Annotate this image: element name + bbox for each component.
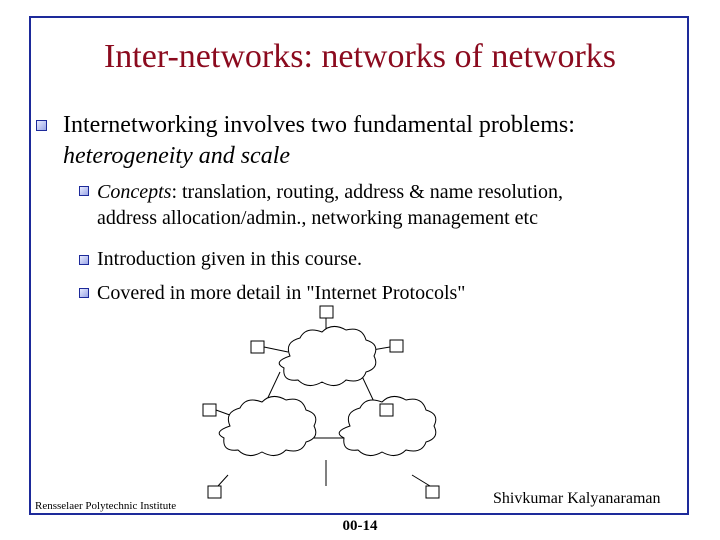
footer-author: Shivkumar Kalyanaraman [493, 490, 661, 507]
host-box-icon [203, 404, 216, 416]
checkbox-bullet-icon [79, 288, 89, 298]
network-cloud-icon [219, 396, 316, 455]
host-box-icon [380, 404, 393, 416]
sub-point-lead: Concepts [97, 181, 172, 203]
sub-point-text: : translation, routing, address & name resolution, [171, 181, 564, 203]
page-number: 00-14 [342, 518, 378, 534]
footer-institution: Rensselaer Polytechnic Institute [35, 500, 177, 512]
host-box-icon [251, 341, 264, 353]
slide-title: Inter-networks: networks of networks [103, 38, 617, 75]
sub-point-covered: Covered in more detail in "Internet Protocols" [97, 282, 466, 304]
main-point [63, 110, 575, 172]
host-box-icon [320, 306, 333, 318]
checkbox-bullet-icon [79, 186, 89, 196]
main-point-line2: heterogeneity and scale [63, 143, 291, 169]
host-box-icon [208, 486, 221, 498]
sub-point-concepts [97, 179, 563, 231]
host-box-icon [426, 486, 439, 498]
checkbox-bullet-icon [79, 255, 89, 265]
host-box-icon [390, 340, 403, 352]
internetwork-diagram [180, 300, 460, 500]
network-cloud-icon [279, 326, 376, 385]
sub-point-introduction: Introduction given in this course. [97, 248, 362, 270]
sub-point-text-cont: address allocation/admin., networking management etc [97, 207, 538, 229]
main-point-line1: Internetworking involves two fundamental problems: [63, 112, 575, 138]
checkbox-bullet-icon [36, 120, 47, 131]
